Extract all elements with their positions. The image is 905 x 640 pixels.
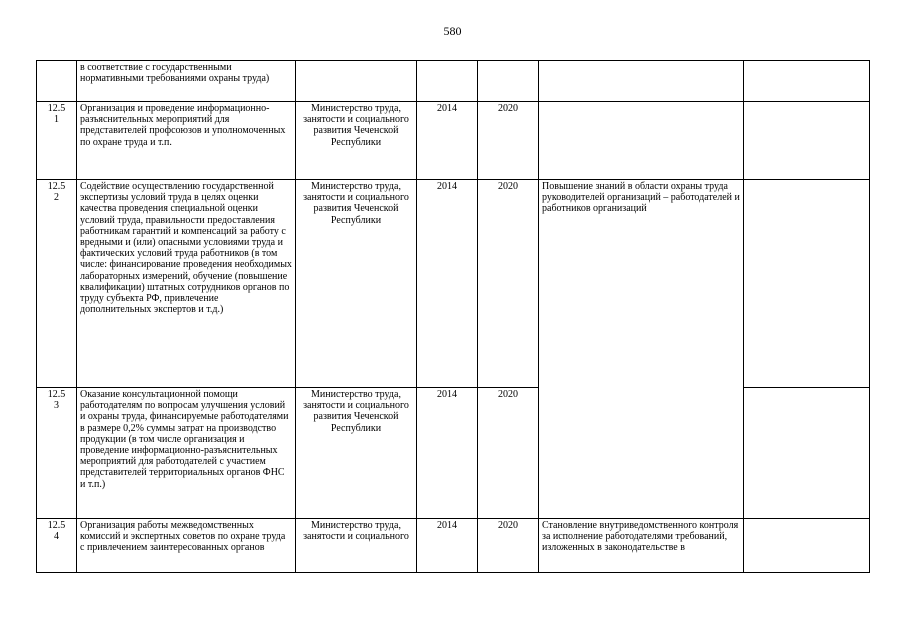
start-year: 2014 xyxy=(417,180,478,388)
note-cell xyxy=(744,61,870,102)
row-number: 12.5 3 xyxy=(37,388,77,519)
row-number: 12.5 4 xyxy=(37,519,77,573)
start-year: 2014 xyxy=(417,519,478,573)
responsible-body: Министерство труда, занятости и социального развития Чеченской Республики xyxy=(296,180,417,388)
start-year: 2014 xyxy=(417,388,478,519)
end-year: 2020 xyxy=(478,180,539,388)
table-row xyxy=(37,519,870,573)
program-activities-table xyxy=(36,60,870,573)
note-cell xyxy=(744,180,870,388)
activity-description: Организация работы межведомственных комиссий и экспертных советов по охране труда с привлечением заинтересованных органов xyxy=(77,519,296,573)
table-row xyxy=(37,102,870,180)
responsible-body xyxy=(296,61,417,102)
note-cell xyxy=(744,388,870,519)
row-number: 12.5 2 xyxy=(37,180,77,388)
start-year xyxy=(417,61,478,102)
table-row xyxy=(37,388,870,519)
responsible-body: Министерство труда, занятости и социального развития Чеченской Республики xyxy=(296,102,417,180)
row-number: 12.5 1 xyxy=(37,102,77,180)
expected-result xyxy=(539,61,744,102)
responsible-body: Министерство труда, занятости и социального развития Чеченской Республики xyxy=(296,388,417,519)
expected-result: Становление внутриведомственного контроля за исполнение работодателями требований, изложенных в законодательстве в xyxy=(539,519,744,573)
end-year: 2020 xyxy=(478,519,539,573)
page-number: 580 xyxy=(443,24,462,38)
activity-description: в соответствие с государственными нормативными требованиями охраны труда) xyxy=(77,61,296,102)
note-cell xyxy=(744,102,870,180)
note-cell xyxy=(744,519,870,573)
activity-description: Организация и проведение информационно-разъяснительных мероприятий для представителей профсоюзов и уполномоченных по охране труда и т.п. xyxy=(77,102,296,180)
end-year xyxy=(478,61,539,102)
end-year: 2020 xyxy=(478,388,539,519)
table-row xyxy=(37,180,870,388)
expected-result xyxy=(539,102,744,180)
row-number xyxy=(37,61,77,102)
end-year: 2020 xyxy=(478,102,539,180)
responsible-body: Министерство труда, занятости и социального xyxy=(296,519,417,573)
start-year: 2014 xyxy=(417,102,478,180)
activity-description: Оказание консультационной помощи работодателям по вопросам улучшения условий и охраны труда, финансируемые работодателями в размере 0,2% суммы затрат на производство продукции (в том числе организация и проведение информационно-разъяснительных мероприятий для работодателей с участием представителей территориальных органов ФНС и т.п.) xyxy=(77,388,296,519)
table-row xyxy=(37,61,870,102)
activity-description: Содействие осуществлению государственной экспертизы условий труда в целях оценки качества проведения специальной оценки условий труда, правильности предоставления работникам гарантий и компенсаций за работу с вредными и (или) опасными условиями труда и фактических условий труда работников (в том числе: финансирование проведения необходимых лабораторных измерений, обучение (повышение квалификации) штатных сотрудников органов по труду субъекта РФ, привлечение дополнительных экспертов и т.д.) xyxy=(77,180,296,388)
expected-result: Повышение знаний в области охраны труда руководителей организаций – работодателей и работников организаций xyxy=(539,180,744,519)
